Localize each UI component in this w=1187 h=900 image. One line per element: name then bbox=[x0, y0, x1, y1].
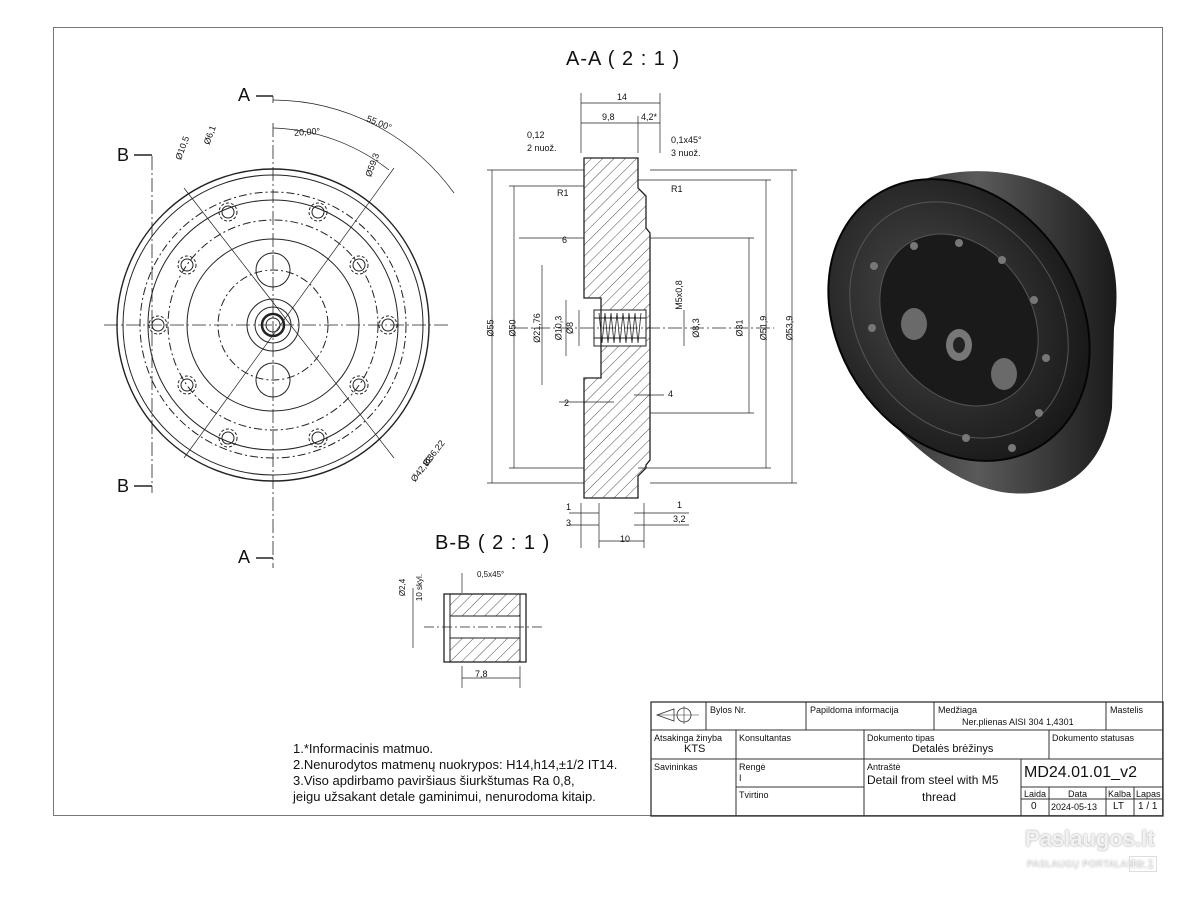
note-1: 1.*Informacinis matmuo. bbox=[293, 741, 434, 756]
tb-konsultantas-label: Konsultantas bbox=[739, 733, 792, 743]
tb-renge-label: Rengė bbox=[739, 762, 766, 772]
dim-b3-2: 3,2 bbox=[673, 514, 686, 524]
tb-antraste-value-1: Detail from steel with M5 bbox=[867, 773, 999, 787]
dim-r1-left: R1 bbox=[557, 188, 569, 198]
tb-papildoma-label: Papildoma informacija bbox=[810, 705, 899, 715]
tb-bylos-nr-label: Bylos Nr. bbox=[710, 705, 747, 715]
dim-b10: 10 bbox=[620, 534, 631, 544]
dim-thread: M5x0,8 bbox=[673, 280, 684, 310]
isometric-render bbox=[775, 128, 1144, 511]
dim-r1-right: R1 bbox=[671, 184, 683, 194]
tb-lapas-value: 1 / 1 bbox=[1138, 801, 1158, 812]
tb-kalba-value: LT bbox=[1113, 801, 1124, 812]
watermark-tagline: PASLAUGŲ PORTALAS bbox=[1027, 859, 1134, 869]
drawing-sheet bbox=[53, 27, 1163, 816]
cut-label-b-top: B bbox=[117, 145, 130, 165]
note-2: 2.Nenurodytos matmenų nuokrypos: H14,h14,±1/2 IT14. bbox=[293, 757, 618, 772]
tb-dokumento-tipas-value: Detalės brėžinys bbox=[912, 743, 994, 755]
section-bb-title: B-B ( 2 : 1 ) bbox=[435, 532, 551, 554]
cut-label-b-bottom: B bbox=[117, 476, 130, 496]
tb-dokumento-statusas-label: Dokumento statusas bbox=[1052, 733, 1135, 743]
dim-d42-82: Ø42,82 bbox=[408, 454, 435, 484]
tb-antraste-label: Antraštė bbox=[867, 762, 901, 772]
dim-w4: 4 bbox=[668, 389, 674, 399]
dim-w6: 6 bbox=[562, 235, 568, 245]
dim-d53-9: Ø53,9 bbox=[784, 315, 795, 341]
dim-angle-55: 55,00° bbox=[365, 113, 394, 133]
tb-data-value: 2024-05-13 bbox=[1051, 802, 1098, 812]
dim-w14: 14 bbox=[617, 92, 628, 102]
tb-savininkas-label: Savininkas bbox=[654, 762, 698, 772]
dim-w9-8: 9,8 bbox=[602, 112, 615, 122]
technical-drawing bbox=[54, 28, 1164, 817]
dim-d10-5: Ø10,5 bbox=[173, 134, 192, 162]
drawing-notes bbox=[293, 741, 617, 805]
dim-angle-20: 20,00° bbox=[293, 126, 321, 138]
dim-d36-22: Ø36,22 bbox=[420, 438, 447, 468]
tb-atsakinga-value: KTS bbox=[684, 743, 706, 755]
front-view bbox=[104, 96, 454, 568]
dim-d10-3: Ø10,3 bbox=[553, 315, 564, 341]
dim-b1-left: 1 bbox=[566, 502, 572, 512]
dim-b1-right: 1 bbox=[677, 500, 683, 510]
dim-w4-2: 4,2* bbox=[641, 112, 658, 122]
tb-kalba-label: Kalba bbox=[1108, 789, 1132, 799]
cut-label-a-bottom: A bbox=[238, 547, 251, 567]
tb-medziaga-label: Medžiaga bbox=[938, 705, 978, 715]
tb-lapas-label: Lapas bbox=[1136, 789, 1161, 799]
dim-chamfer-012-note: 2 nuož. bbox=[527, 143, 557, 153]
dim-b3-left: 3 bbox=[566, 518, 572, 528]
watermark-badge: Nr.1 bbox=[1129, 856, 1157, 872]
cut-label-a-top: A bbox=[238, 85, 251, 105]
tb-atsakinga-label: Atsakinga žinyba bbox=[654, 733, 723, 743]
watermark bbox=[1025, 826, 1163, 878]
dim-d59-3: Ø59,3 bbox=[363, 151, 382, 179]
tb-medziaga-value: Ner.plienas AISI 304 1,4301 bbox=[962, 717, 1074, 727]
section-aa-title: A-A ( 2 : 1 ) bbox=[566, 48, 681, 70]
dim-d31: Ø31 bbox=[734, 319, 745, 337]
tb-data-label: Data bbox=[1068, 789, 1088, 799]
dim-d51-9: Ø51,9 bbox=[758, 315, 769, 341]
tb-antraste-value-2: thread bbox=[922, 790, 957, 804]
dim-bb-d2-4: Ø2,4 bbox=[398, 578, 408, 597]
dim-d55: Ø55 bbox=[485, 319, 496, 337]
dim-chamfer-012: 0,12 bbox=[527, 130, 545, 140]
dim-bb-note: 10 skyl. bbox=[415, 573, 425, 602]
note-3: 3.Viso apdirbamo paviršiaus šiurkštumas Ra 0,8, bbox=[293, 773, 575, 788]
tb-doc-number: MD24.01.01_v2 bbox=[1024, 764, 1137, 781]
tb-mastelis-label: Mastelis bbox=[1110, 705, 1144, 715]
tb-laida-label: Laida bbox=[1024, 789, 1047, 799]
dim-bb-w7-8: 7,8 bbox=[475, 669, 488, 679]
dim-d21-76: Ø21,76 bbox=[531, 313, 542, 343]
tb-dokumento-tipas-label: Dokumento tipas bbox=[867, 733, 935, 743]
note-4: jeigu užsakant detale gaminimui, nenurodoma kitaip. bbox=[293, 789, 596, 804]
dim-bb-chamfer: 0,5x45° bbox=[477, 570, 505, 579]
watermark-brand: Paslaugos.lt bbox=[1025, 826, 1155, 851]
dim-d6-1: Ø6,1 bbox=[201, 124, 218, 146]
tb-tvirtino-label: Tvirtino bbox=[739, 790, 769, 800]
dim-chamfer-01: 0,1x45° bbox=[671, 135, 702, 145]
dim-d8: Ø8 bbox=[565, 321, 576, 335]
dim-d8-3: Ø8,3 bbox=[690, 318, 701, 338]
tb-laida-value: 0 bbox=[1031, 801, 1037, 812]
dim-chamfer-01-note: 3 nuož. bbox=[671, 148, 701, 158]
tb-renge-value: I bbox=[739, 773, 742, 783]
dim-d50: Ø50 bbox=[507, 319, 518, 337]
dim-w2: 2 bbox=[564, 398, 570, 408]
